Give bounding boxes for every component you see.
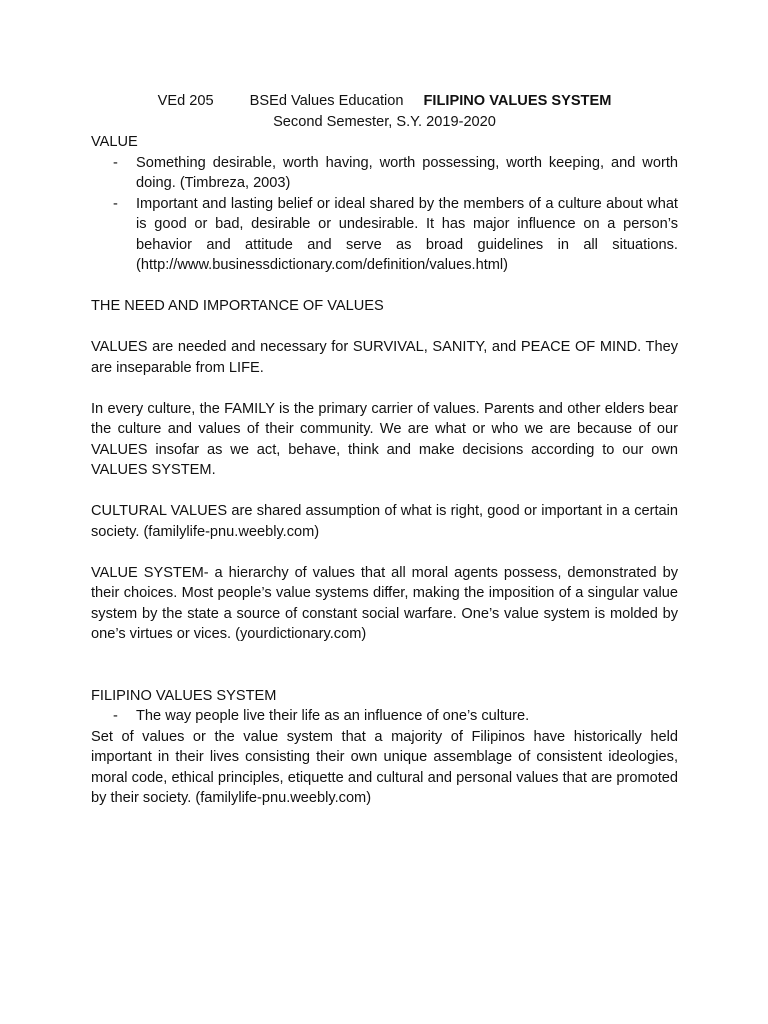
need-heading: THE NEED AND IMPORTANCE OF VALUES [91, 298, 384, 314]
value-definition-1: Something desirable, worth having, worth possessing, worth keeping, and worth doing. (Timbreza, 2003) [136, 154, 678, 191]
program-name: BSEd Values Education [249, 93, 404, 109]
value-system-paragraph: VALUE SYSTEM- a hierarchy of values that all moral agents possess, demonstrated by their choices. Most people’s value systems differ, making the imposition of a singular value system by the state a source of constant social warfare. One’s value system is molded by one’s virtues or vices. (yourdictionary.com) [91, 564, 678, 642]
document-page [91, 91, 678, 809]
filipino-values-heading: FILIPINO VALUES SYSTEM [91, 687, 277, 704]
semester-line: Second Semester, S.Y. 2019-2020 [273, 113, 496, 130]
filipino-bullet-list [91, 706, 678, 727]
filipino-definition-bullet: The way people live their life as an influence of one’s culture. [136, 708, 530, 724]
filipino-values-paragraph: Set of values or the value system that a majority of Filipinos have historically held important in their lives consisting their own unique assemblage of consistent ideologies, moral code, ethical principles, etiquette and cultural and personal values that are promoted by their society. (familylife-pnu.weebly.com) [91, 728, 678, 806]
cultural-values-paragraph: CULTURAL VALUES are shared assumption of what is right, good or important in a certain society. (familylife-pnu.weebly.com) [91, 503, 678, 540]
value-definition-2: Important and lasting belief or ideal shared by the members of a culture about what is good or bad, desirable or undesirable. It has major influence on a person’s behavior and attitude and serve as broad guidelines in all situations. (http://www.businessdictionary.com/definition/values.html) [136, 195, 678, 273]
document-header [91, 91, 678, 112]
list-item [91, 194, 678, 276]
value-heading: VALUE [91, 134, 138, 150]
list-item [91, 706, 678, 727]
dash-bullet: - [113, 154, 118, 171]
document-title: FILIPINO VALUES SYSTEM [423, 93, 612, 109]
need-paragraph-1: VALUES are needed and necessary for SURVIVAL, SANITY, and PEACE OF MIND. They are inseparable from LIFE. [91, 339, 678, 376]
list-item [91, 153, 678, 194]
dash-bullet: - [113, 195, 118, 212]
course-code: VEd 205 [157, 93, 214, 109]
need-paragraph-2: In every culture, the FAMILY is the primary carrier of values. Parents and other elders bear the culture and values of their community. We are what or who we are because of our VALUES insofar as we act, behave, think and make decisions according to our own VALUES SYSTEM. [91, 400, 678, 478]
value-bullet-list [91, 153, 678, 276]
dash-bullet: - [113, 708, 118, 724]
